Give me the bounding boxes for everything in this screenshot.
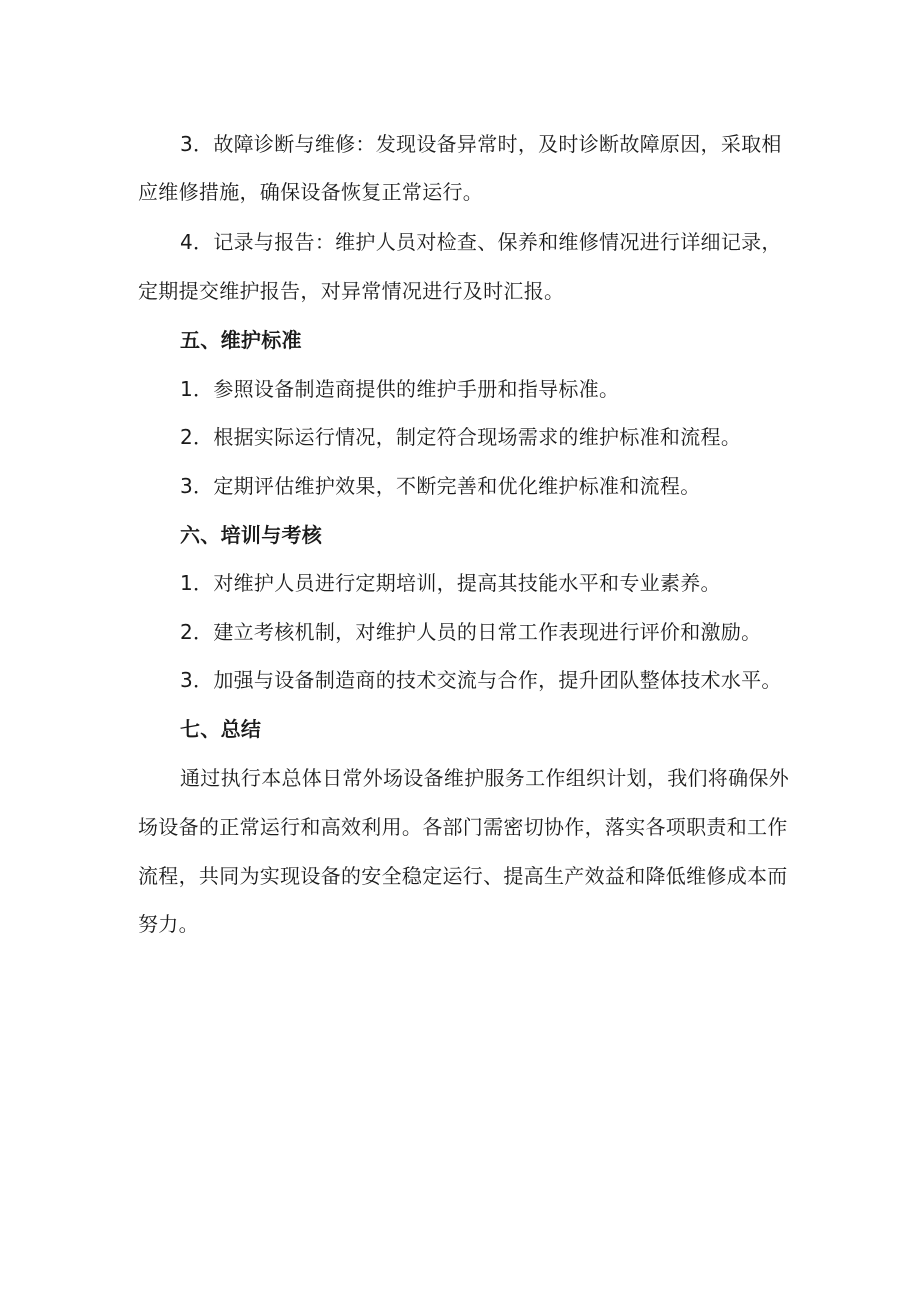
- section-heading-summary: 七、总结: [180, 717, 262, 741]
- list-item: 3．定期评估维护效果，不断完善和优化维护标准和流程。: [180, 474, 701, 498]
- paragraph-line: 场设备的正常运行和高效利用。各部门需密切协作，落实各项职责和工作: [138, 815, 788, 839]
- list-item: 1．对维护人员进行定期培训，提高其技能水平和专业素养。: [180, 571, 721, 595]
- list-item: 1．参照设备制造商提供的维护手册和指导标准。: [180, 377, 620, 401]
- list-item: 2．根据实际运行情况，制定符合现场需求的维护标准和流程。: [180, 425, 742, 449]
- list-item: 3．加强与设备制造商的技术交流与合作，提升团队整体技术水平。: [180, 668, 782, 692]
- list-item: 2．建立考核机制，对维护人员的日常工作表现进行评价和激励。: [180, 620, 762, 644]
- section-heading-maintenance-standards: 五、维护标准: [180, 328, 302, 352]
- paragraph-line: 应维修措施，确保设备恢复正常运行。: [138, 180, 484, 204]
- paragraph-line: 努力。: [138, 912, 199, 936]
- paragraph-line: 通过执行本总体日常外场设备维护服务工作组织计划，我们将确保外: [180, 766, 789, 790]
- paragraph-line: 4．记录与报告：维护人员对检查、保养和维修情况进行详细记录，: [180, 230, 782, 254]
- paragraph-line: 定期提交维护报告，对异常情况进行及时汇报。: [138, 279, 565, 303]
- section-heading-training: 六、培训与考核: [180, 523, 323, 547]
- paragraph-line: 流程，共同为实现设备的安全稳定运行、提高生产效益和降低维修成本而: [138, 864, 788, 888]
- paragraph-line: 3．故障诊断与维修：发现设备异常时，及时诊断故障原因，采取相: [180, 132, 782, 156]
